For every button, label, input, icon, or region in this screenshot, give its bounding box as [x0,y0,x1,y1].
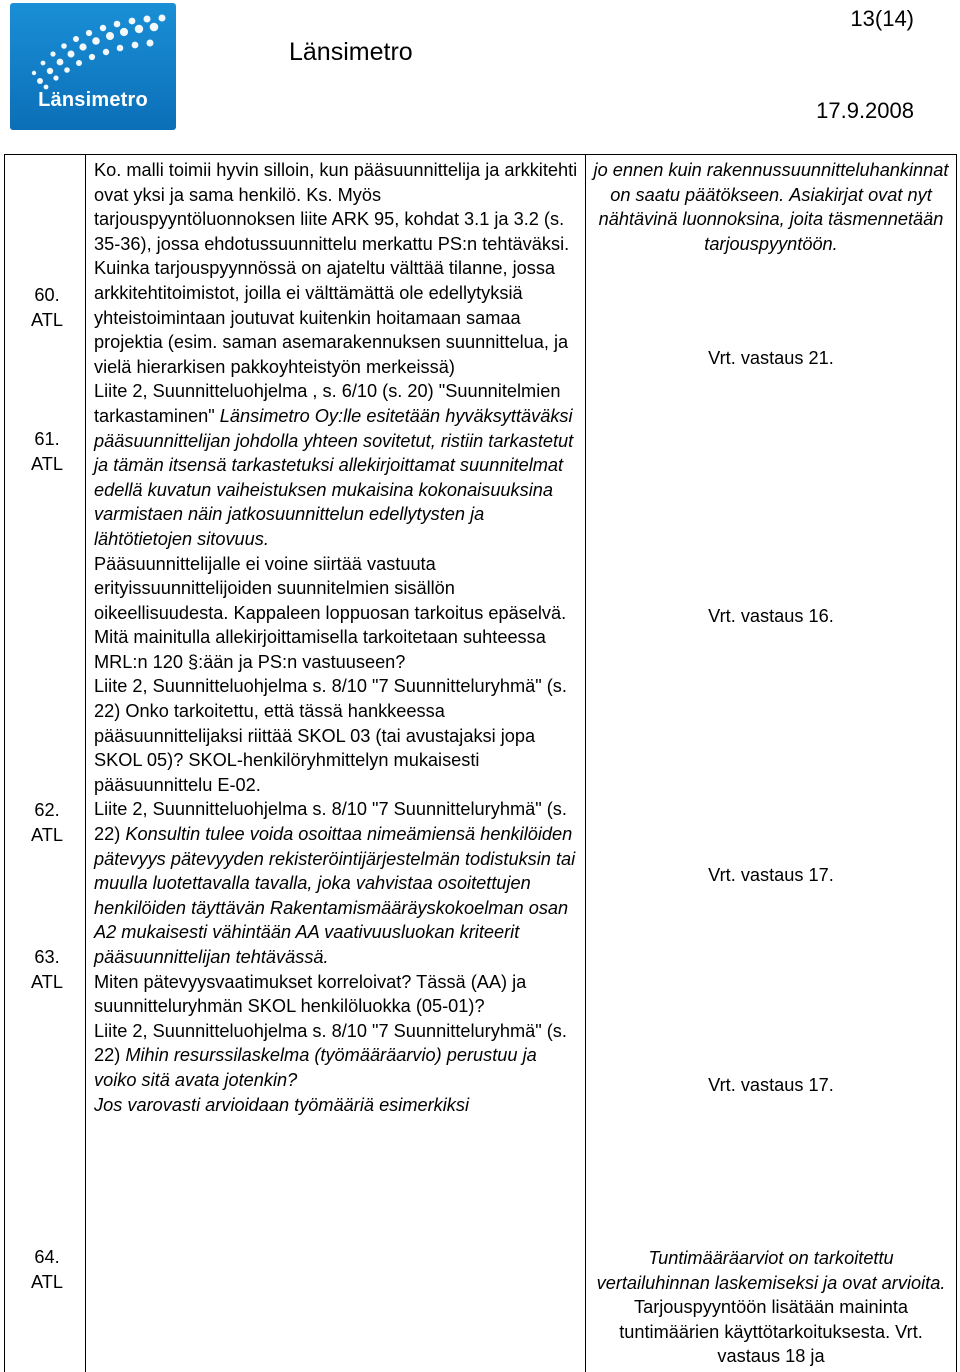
answer-61: Vrt. vastaus 16. [590,604,952,629]
row-number-60 [9,283,85,332]
answer-60: Vrt. vastaus 21. [590,346,952,371]
question-64-quote-continued: Jos varovasti arvioidaan työmääriä esimerkiksi [94,1093,582,1118]
page-number: 13(14) [850,6,914,32]
row-num: 63. [9,945,85,970]
row-atl: ATL [9,970,85,995]
row-num: 62. [9,798,85,823]
row-number-63 [9,945,85,994]
question-63-quote: Konsultin tulee voida osoittaa nimeämiensä henkilöiden pätevyys pätevyyden rekisteröintijärjestelmän todistuksin tai muulla luotettavalla tavalla, joka vahvistaa osoitettujen henkilöiden täyttävän Rakentamismääräyskokoelman osan A2 mukaisesti vähintään AA vaativuusluokan kriteerit pääsuunnittelijan tehtävässä. [94,824,575,967]
questions-table [4,154,957,1372]
question-63-comment: Miten pätevyysvaatimukset korreloivat? Tässä (AA) ja suunnitteluryhmän SKOL henkilöluokka (05-01)? [94,970,582,1019]
company-name: Länsimetro [289,38,413,67]
answer-63: Vrt. vastaus 17. [590,1073,952,1098]
row-number-61 [9,427,85,476]
row-number-62 [9,798,85,847]
row-num: 60. [9,283,85,308]
answer-column [586,155,957,1372]
document-date: 17.9.2008 [816,98,914,124]
question-column [86,155,586,1372]
question-63-reference: Liite 2, Suunnitteluohjelma s. 8/10 "7 Suunnitteluryhmä" (s. 22) [94,799,567,844]
row-atl: ATL [9,452,85,477]
table-row [5,155,957,1372]
row-number-64 [9,1245,85,1294]
logo-text: Länsimetro [10,89,176,112]
question-64 [94,1019,582,1093]
answer-64-italic: Tuntimääräarviot on tarkoitettu vertailuhinnan laskemiseksi ja ovat arvioita. [597,1248,946,1293]
question-continued: Ko. malli toimii hyvin silloin, kun pääsuunnittelija ja arkkitehti ovat yksi ja sama henkilö. Ks. Myös tarjouspyyntöluonnoksen liite ARK 95, kohdat 3.1 ja 3.2 (s. 35-36), jossa ehdotussuunnittelu merkattu PS:n tehtäväksi. [94,158,582,256]
question-61-quote: Länsimetro Oy:lle esitetään hyväksyttäväksi pääsuunnittelijan johdolla yhteen sovitetut, ristiin tarkastetut ja tämän itsensä tarkastetuksi allekirjoittamat suunnitelmat edellä kuvatun vaiheistuksen mukaisina kokonaisuuksina varmistaen näin jatkosuunnittelun edellytysten ja lähtötietojen sitovuus. [94,406,573,549]
row-atl: ATL [9,823,85,848]
question-62: Liite 2, Suunnitteluohjelma s. 8/10 "7 Suunnitteluryhmä" (s. 22) Onko tarkoitettu, että tässä hankkeessa pääsuunnittelijaksi riittää SKOL 03 (tai avustajaksi jopa SKOL 05)? SKOL-henkilöryhmittelyn mukaisesti pääsuunnittelu E-02. [94,674,582,797]
question-61-comment: Pääsuunnittelijalle ei voine siirtää vastuuta erityissuunnittelijoiden suunnitelmien sisällön oikeellisuudesta. Kappaleen loppuosan tarkoitus epäselvä. Mitä mainitulla allekirjoittamisella tarkoitetaan suhteessa MRL:n 120 §:ään ja PS:n vastuuseen? [94,552,582,675]
answer-continued-text: Asiakirjat ovat nyt nähtävinä luonnoksina, joita täsmennetään tarjouspyyntöön. [599,185,944,254]
answer-continued [590,158,952,256]
row-atl: ATL [9,308,85,333]
answer-64-text: Tarjouspyyntöön lisätään maininta tuntimäärien käyttötarkoituksesta. Vrt. vastaus 18 ja [619,1297,923,1366]
row-num: 61. [9,427,85,452]
company-logo [10,3,176,130]
answer-continued-italic: jo ennen kuin rakennussuunnitteluhankinnat on saatu päätökseen. [594,160,949,205]
row-atl: ATL [9,1270,85,1295]
question-64-quote: Mihin resurssilaskelma (työmääräarvio) perustuu ja voiko sitä avata jotenkin? [94,1045,537,1090]
answer-62: Vrt. vastaus 17. [590,863,952,888]
number-column [5,155,86,1372]
question-61-reference: Liite 2, Suunnitteluohjelma , s. 6/10 (s. 20) "Suunnitelmien tarkastaminen" [94,381,560,426]
question-64-reference: Liite 2, Suunnitteluohjelma s. 8/10 "7 Suunnitteluryhmä" (s. 22) [94,1021,567,1066]
question-63 [94,797,582,969]
question-60: Kuinka tarjouspyynnössä on ajateltu välttää tilanne, jossa arkkitehtitoimistot, joilla ei välttämättä ole edellytyksiä yhteistoimintaan joutuvat kuitenkin hoitamaan samaa projektia (esim. saman asemarakennuksen suunnittelua, ja vielä hierarkisen pakkoyhteistyön merkeissä) [94,256,582,379]
question-61 [94,379,582,551]
row-num: 64. [9,1245,85,1270]
answer-64 [590,1246,952,1369]
